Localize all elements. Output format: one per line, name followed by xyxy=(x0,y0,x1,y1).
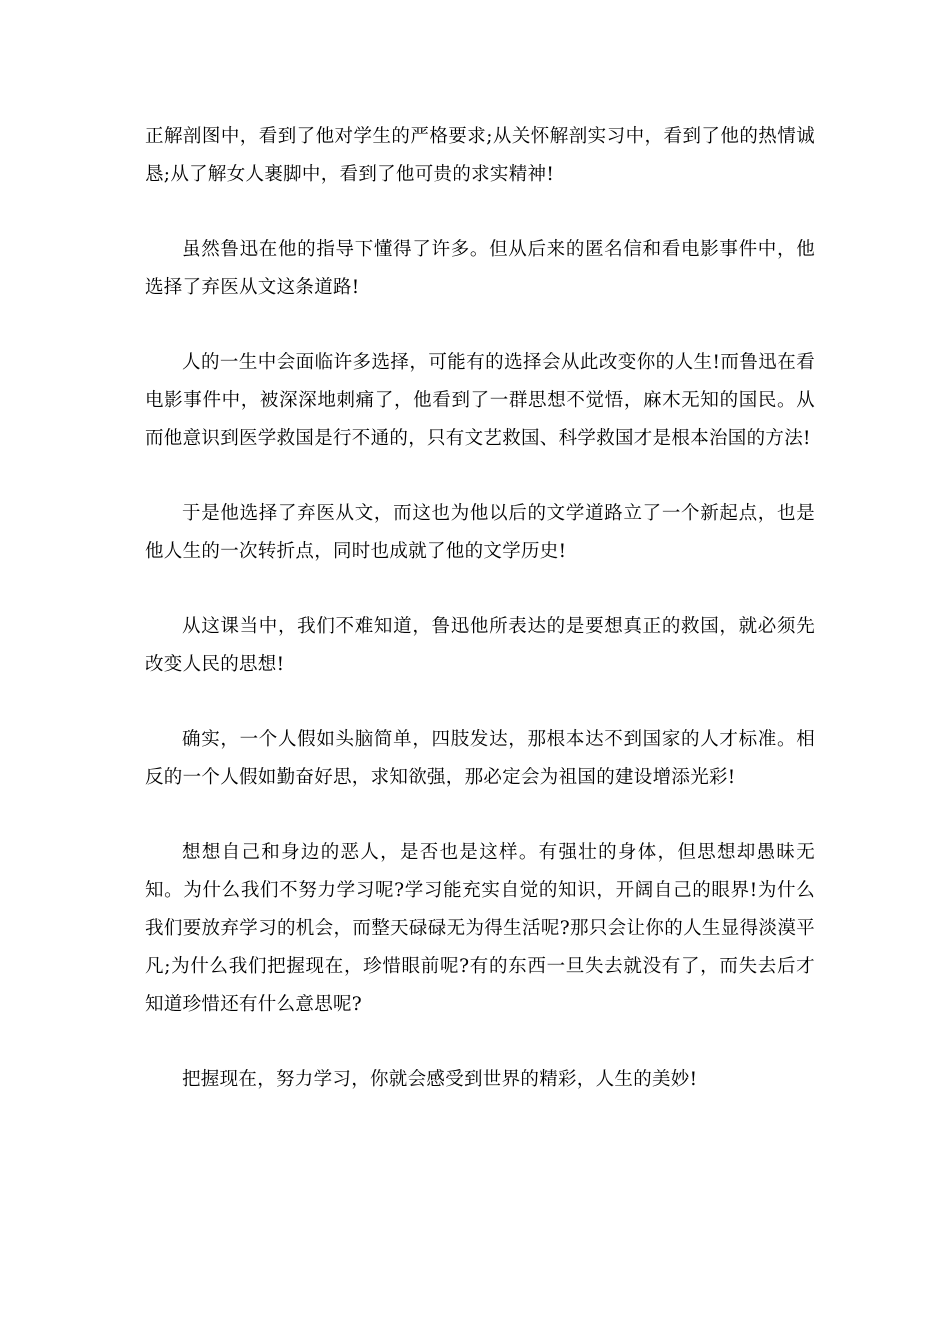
paragraph-2: 虽然鲁迅在他的指导下懂得了许多。但从后来的匿名信和看电影事件中，他选择了弃医从文这条道路! xyxy=(145,239,815,298)
paragraph-1: 正解剖图中，看到了他对学生的严格要求;从关怀解剖实习中，看到了他的热情诚恳;从了解女人裹脚中，看到了他可贵的求实精神! xyxy=(145,126,815,185)
paragraph-5: 从这课当中，我们不难知道，鲁迅他所表达的是要想真正的救国，就必须先改变人民的思想! xyxy=(145,616,815,675)
document-body xyxy=(145,118,815,1136)
paragraph-8: 把握现在，努力学习，你就会感受到世界的精彩，人生的美妙! xyxy=(182,1069,698,1090)
paragraph-7: 想想自己和身边的恶人，是否也是这样。有强壮的身体，但思想却愚昧无知。为什么我们不努力学习呢?学习能充实自觉的知识，开阔自己的眼界!为什么我们要放弃学习的机会，而整天碌碌无为得生活呢?那只会让你的人生显得淡漠平凡;为什么我们把握现在，珍惜眼前呢?有的东西一旦失去就没有了，而失去后才知道珍惜还有什么意思呢? xyxy=(145,842,815,1015)
paragraph-4: 于是他选择了弃医从文，而这也为他以后的文学道路立了一个新起点，也是他人生的一次转折点，同时也成就了他的文学历史! xyxy=(145,503,815,562)
paragraph-6: 确实，一个人假如头脑简单，四肢发达，那根本达不到国家的人才标准。相反的一个人假如勤奋好思，求知欲强，那必定会为祖国的建设增添光彩! xyxy=(145,729,815,788)
paragraph-3: 人的一生中会面临许多选择，可能有的选择会从此改变你的人生!而鲁迅在看电影事件中，被深深地刺痛了，他看到了一群思想不觉悟，麻木无知的国民。从而他意识到医学救国是行不通的，只有文艺救国、科学救国才是根本治国的方法! xyxy=(145,352,815,449)
